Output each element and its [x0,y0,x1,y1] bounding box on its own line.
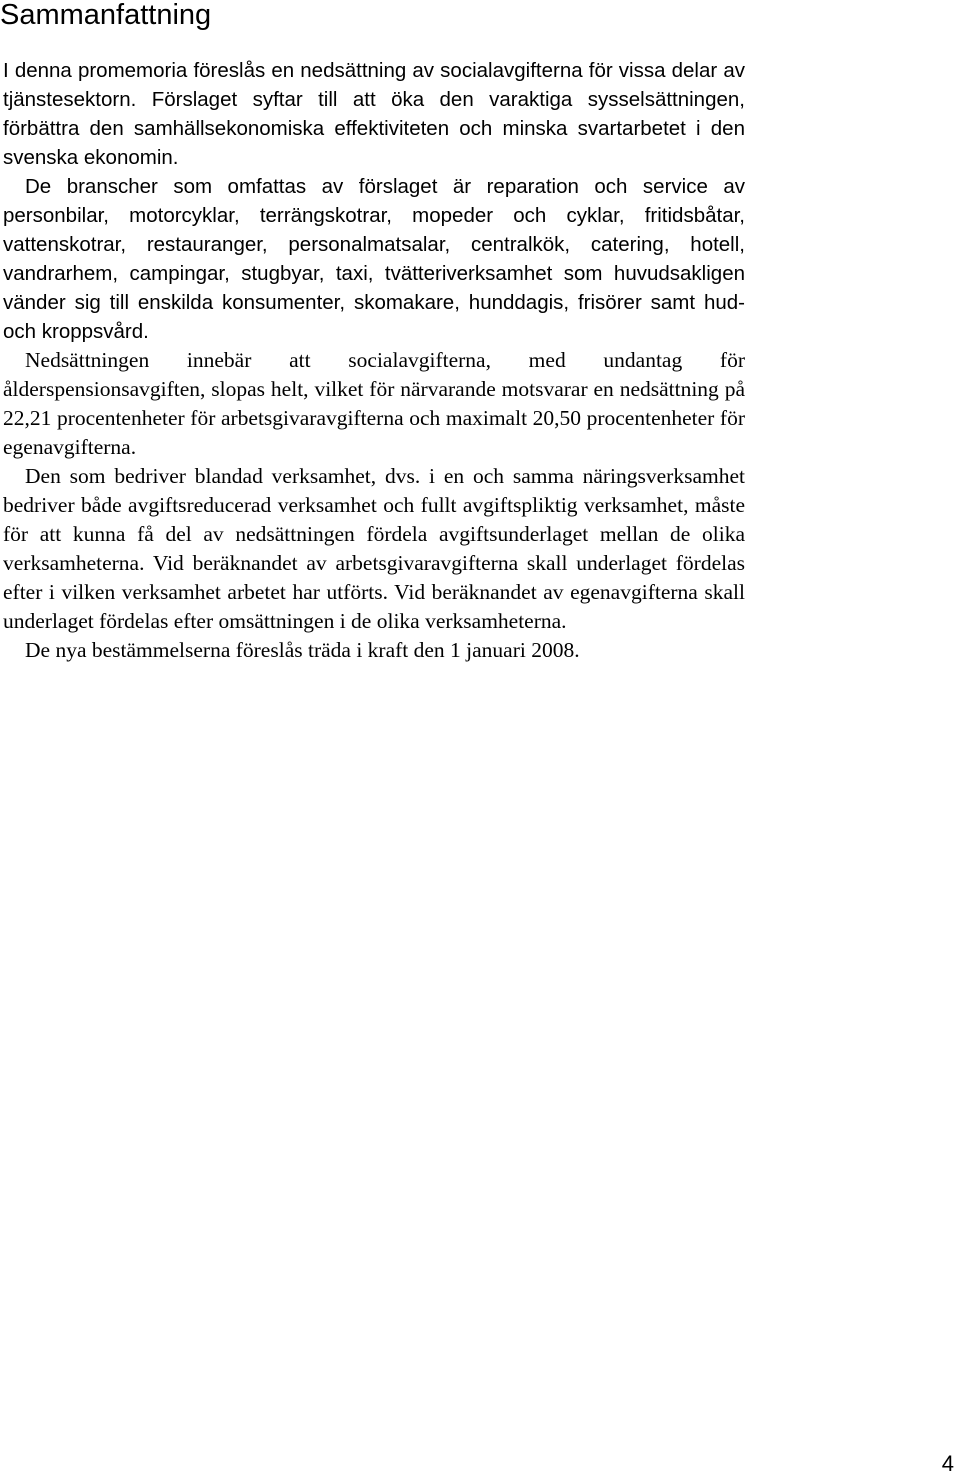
summary-body [3,56,745,665]
paragraph-industries: De branscher som omfattas av förslaget är reparation och service av personbilar, motorcyklar, terrängskotrar, mopeder och cyklar, fritidsbåtar, vattenskotrar, restauranger, personalmatsalar, centralkök, catering, hotell, vandrarhem, campingar, stugbyar, taxi, tvätteriverksamhet som huvudsakligen vänder sig till enskilda konsumenter, skomakare, hunddagis, frisörer samt hud- och kroppsvård. [3,175,745,343]
page-number: 4 [941,1451,954,1476]
page-title: Sammanfattning [0,0,212,31]
paragraph-intro: I denna promemoria föreslås en nedsättning av socialavgifterna för vissa delar av tjänstesektorn. Förslaget syftar till att öka den varaktiga sysselsättningen, förbättra den samhällsekonomiska effektiviteten och minska svartarbetet i den svenska ekonomin. [3,59,745,169]
paragraph-effective-date: De nya bestämmelserna föreslås träda i kraft den 1 januari 2008. [25,638,580,662]
paragraph-reduction: Nedsättningen innebär att socialavgifterna, med undantag för ålderspensionsavgiften, slopas helt, vilket för närvarande motsvarar en nedsättning på 22,21 procentenheter för arbetsgivaravgifterna och maximalt 20,50 procentenheter för egenavgifterna. [3,348,745,459]
paragraph-mixed-business: Den som bedriver blandad verksamhet, dvs. i en och samma näringsverksamhet bedriver både avgiftsreducerad verksamhet och fullt avgiftspliktig verksamhet, måste för att kunna få del av nedsättningen fördela avgiftsunderlaget mellan de olika verksamheterna. Vid beräknandet av arbetsgivaravgifterna skall underlaget fördelas efter i vilken verksamhet arbetet har utförts. Vid beräknandet av egenavgifterna skall underlaget fördelas efter omsättningen i de olika verksamheterna. [3,464,745,633]
